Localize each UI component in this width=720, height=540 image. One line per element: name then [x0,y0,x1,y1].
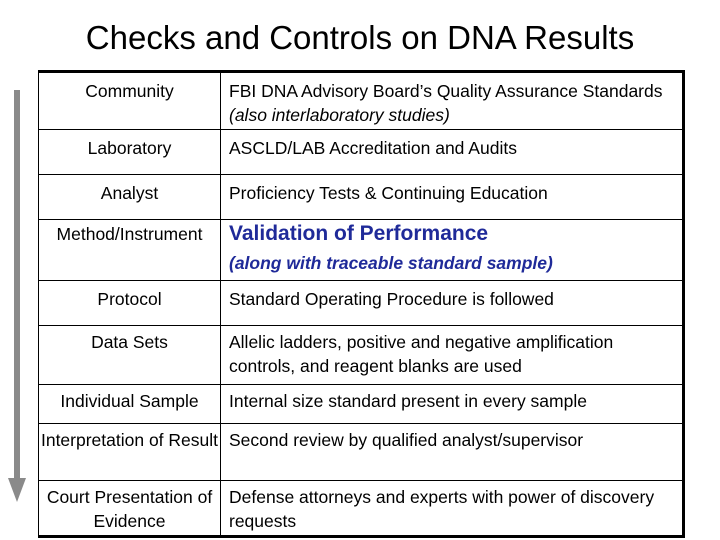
down-arrow-icon [8,90,26,502]
control-text: Second review by qualified analyst/supervisor [221,424,684,481]
level-label: Community [39,72,221,130]
table-row [39,385,684,424]
control-text: Proficiency Tests & Continuing Education [221,175,684,220]
level-label: Court Presentation of Evidence [39,481,221,537]
level-label: Protocol [39,281,221,326]
control-note: (also interlaboratory studies) [229,105,450,125]
control-text: FBI DNA Advisory Board’s Quality Assurance Standards (also interlaboratory studies) [221,72,684,130]
checks-table [38,70,685,538]
table-row [39,220,684,281]
control-text: ASCLD/LAB Accreditation and Audits [221,130,684,175]
table-row [39,326,684,385]
level-label: Method/Instrument [39,220,221,281]
table-row [39,130,684,175]
control-note: (along with traceable standard sample) [229,253,553,273]
slide-title: Checks and Controls on DNA Results [85,19,635,56]
control-headline: Validation of Performance [229,222,489,245]
table-row [39,481,684,537]
table-row [39,175,684,220]
level-label: Analyst [39,175,221,220]
table-row [39,72,684,130]
control-text: Standard Operating Procedure is followed [221,281,684,326]
control-text: Allelic ladders, positive and negative amplification controls, and reagent blanks are used [221,326,684,385]
level-label: Data Sets [39,326,221,385]
control-text: Defense attorneys and experts with power of discovery requests [221,481,684,537]
control-text [221,220,684,281]
table-row [39,281,684,326]
level-label: Individual Sample [39,385,221,424]
table-row [39,424,684,481]
level-label: Interpretation of Result [39,424,221,481]
level-label: Laboratory [39,130,221,175]
control-text: Internal size standard present in every sample [221,385,684,424]
